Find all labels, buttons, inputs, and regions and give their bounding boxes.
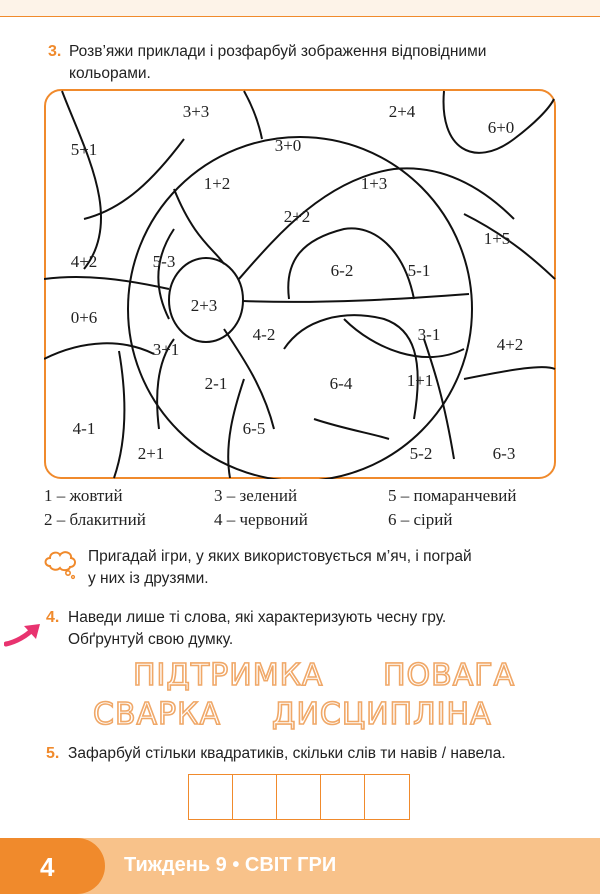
cell-label: 6-4 (329, 373, 353, 393)
task3-number: 3. (48, 43, 62, 60)
cell-label: 1+1 (406, 370, 434, 390)
page-number-tab (0, 838, 105, 894)
cell-label: 2+1 (137, 443, 165, 463)
inner-curve (158, 229, 174, 319)
cell-label: 2+4 (388, 101, 416, 121)
cell-label: 5+1 (70, 139, 98, 159)
legend-item: 5 – помаранчевий (388, 486, 517, 505)
task5-number: 5. (46, 745, 60, 762)
legend-item: 1 – жовтий (44, 486, 123, 505)
cell-label: 5-2 (409, 443, 433, 463)
cell-label: 3+0 (274, 135, 302, 155)
cell-label: 1+5 (483, 228, 511, 248)
cell-label: 0+6 (70, 307, 98, 327)
answer-square[interactable] (189, 775, 233, 819)
answer-square[interactable] (321, 775, 365, 819)
answer-square[interactable] (233, 775, 277, 819)
cell-label: 3-1 (417, 324, 441, 344)
page-number: 4 (40, 852, 55, 882)
trace-word[interactable]: ПІДТРИМКА (133, 658, 324, 693)
cell-label: 4-2 (252, 324, 276, 344)
cell-label: 6-5 (242, 418, 266, 438)
cell-label: 2+3 (190, 295, 218, 315)
coloring-picture (44, 89, 556, 479)
inner-curve (228, 379, 244, 478)
outer-curve (84, 139, 184, 219)
cell-label: 1+2 (203, 173, 231, 193)
outer-curve (62, 91, 101, 269)
task4-instruction-line1: Наведи лише ті слова, які характеризують чесну гру. (68, 609, 447, 626)
task4-number: 4. (46, 609, 60, 626)
answer-squares (188, 774, 410, 820)
legend-item: 2 – блакитний (44, 510, 146, 529)
cell-label: 2-1 (204, 373, 228, 393)
outer-curve (44, 277, 169, 289)
footer-title: Тиждень 9 • СВІТ ГРИ (124, 854, 337, 876)
cell-label: 2+2 (283, 206, 311, 226)
legend-item: 3 – зелений (214, 486, 298, 505)
cell-label: 3+3 (182, 101, 210, 121)
task5-instruction: Зафарбуй стільки квадратиків, скільки слів ти навів / навела. (68, 745, 506, 762)
trace-word[interactable]: ДИСЦИПЛІНА (272, 697, 492, 732)
legend-item: 4 – червоний (214, 510, 308, 529)
trace-word[interactable]: СВАРКА (93, 697, 221, 732)
cell-label: 6+0 (487, 117, 515, 137)
inner-curve (174, 189, 224, 264)
outer-curve (244, 91, 262, 139)
task3-instruction-line2: кольорами. (69, 65, 151, 82)
cell-label: 6-2 (330, 260, 354, 280)
legend-item: 6 – сірий (388, 510, 453, 529)
ball-outline (128, 137, 472, 479)
cell-label: 5-3 (152, 251, 176, 271)
hint-line1: Пригадай ігри, у яких використовується м’яч, і пограй (88, 548, 472, 565)
outer-curve (44, 343, 154, 359)
inner-curve (344, 319, 464, 357)
task4-instruction-line2: Обґрунтуй свою думку. (68, 631, 234, 648)
inner-curve (314, 419, 389, 439)
cell-label: 1+3 (360, 173, 388, 193)
inner-curve (284, 315, 418, 419)
cell-label: 6-3 (492, 443, 516, 463)
inner-curve (243, 294, 469, 302)
thought-cloud-icon (42, 548, 78, 580)
trace-word[interactable]: ПОВАГА (383, 658, 516, 693)
top-band (0, 0, 600, 17)
outer-curve (464, 367, 555, 379)
inner-curve (224, 329, 274, 429)
answer-square[interactable] (277, 775, 321, 819)
cell-label: 3+1 (152, 339, 180, 359)
cell-label: 4-1 (72, 418, 96, 438)
task3-instruction-line1: Розв’яжи приклади і розфарбуй зображення відповідними (69, 43, 487, 60)
cell-label: 4+2 (70, 251, 98, 271)
arrow-icon (4, 622, 46, 648)
hint-line2: у них із друзями. (88, 570, 209, 587)
cell-label: 5-1 (407, 260, 431, 280)
answer-square[interactable] (365, 775, 409, 819)
outer-curve (114, 351, 124, 478)
page-footer (0, 838, 600, 894)
cell-label: 4+2 (496, 334, 524, 354)
